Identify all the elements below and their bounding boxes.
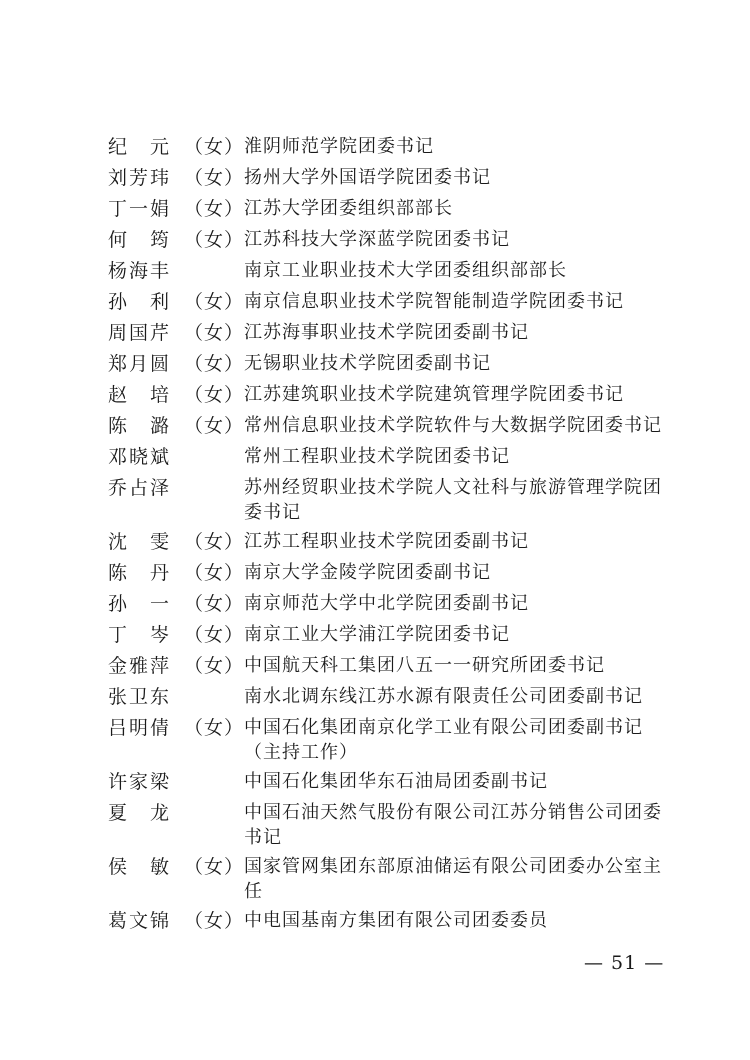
roster-row: [108, 714, 668, 765]
member-name: 丁一娟: [108, 198, 172, 220]
page-number: — 51 —: [584, 952, 665, 974]
member-name: 丁 岑: [108, 624, 172, 646]
gender-mark: （女）: [184, 198, 245, 220]
gender-mark: （女）: [184, 229, 245, 251]
roster-row: [108, 412, 668, 440]
roster-row: [108, 350, 668, 378]
member-position: 江苏工程职业技术学院团委副书记: [244, 531, 529, 552]
member-position: 南京师范大学中北学院团委副书记: [244, 593, 529, 614]
member-name: 张卫东: [108, 686, 172, 708]
member-name: 乔占泽: [108, 477, 172, 499]
gender-mark: （女）: [184, 717, 245, 739]
member-name: 孙 一: [108, 593, 172, 615]
member-name: 纪 元: [108, 136, 172, 158]
roster-row: [108, 195, 668, 223]
gender-mark: （女）: [184, 291, 245, 313]
gender-mark: （女）: [184, 167, 245, 189]
gender-mark: （女）: [184, 136, 245, 158]
member-position: 南京工业职业技术大学团委组织部部长: [244, 260, 567, 281]
member-name: 金雅萍: [108, 655, 172, 677]
roster-row: [108, 257, 668, 285]
roster-row: [108, 768, 668, 796]
roster-row: [108, 164, 668, 192]
member-position: 中国石化集团华东石油局团委副书记: [244, 771, 548, 792]
member-name: 何 筠: [108, 229, 172, 251]
roster-row: [108, 133, 668, 161]
member-name: 周国芹: [108, 322, 172, 344]
member-name: 刘芳玮: [108, 167, 172, 189]
member-position: 无锡职业技术学院团委副书记: [244, 353, 491, 374]
member-position: 中国石油天然气股份有限公司江苏分销售公司团委书记: [244, 802, 662, 848]
member-position: 中国航天科工集团八五一一研究所团委书记: [244, 655, 605, 676]
member-name: 葛文锦: [108, 910, 172, 932]
gender-mark: （女）: [184, 624, 245, 646]
member-name: 孙 利: [108, 291, 172, 313]
gender-mark: （女）: [184, 856, 245, 878]
member-position: 苏州经贸职业技术学院人文社科与旅游管理学院团委书记: [244, 477, 662, 523]
gender-mark: （女）: [184, 655, 245, 677]
member-position: 淮阴师范学院团委书记: [244, 136, 434, 157]
member-position: 常州工程职业技术学院团委书记: [244, 446, 510, 467]
member-name: 邓晓斌: [108, 446, 172, 468]
roster-row: [108, 381, 668, 409]
roster-row: [108, 799, 668, 850]
member-position: 江苏建筑职业技术学院建筑管理学院团委书记: [244, 384, 624, 405]
member-name: 赵 培: [108, 384, 172, 406]
roster-row: [108, 226, 668, 254]
member-name: 吕明倩: [108, 717, 172, 739]
member-position: 南京工业大学浦江学院团委书记: [244, 624, 510, 645]
gender-mark: （女）: [184, 593, 245, 615]
roster-row: [108, 652, 668, 680]
member-position: 中国石化集团南京化学工业有限公司团委副书记（主持工作）: [244, 717, 643, 763]
member-position: 国家管网集团东部原油储运有限公司团委办公室主任: [244, 856, 662, 902]
roster-row: [108, 288, 668, 316]
member-position: 南水北调东线江苏水源有限责任公司团委副书记: [244, 686, 643, 707]
gender-mark: （女）: [184, 415, 245, 437]
member-name: 沈 雯: [108, 531, 172, 553]
member-name: 侯 敏: [108, 856, 172, 878]
gender-mark: （女）: [184, 562, 245, 584]
roster-row: [108, 621, 668, 649]
member-name: 夏 龙: [108, 802, 172, 824]
member-name: 陈 潞: [108, 415, 172, 437]
member-position: 常州信息职业技术学院软件与大数据学院团委书记: [244, 415, 662, 436]
gender-mark: （女）: [184, 531, 245, 553]
roster-list: [108, 133, 668, 938]
roster-row: [108, 853, 668, 904]
member-position: 中电国基南方集团有限公司团委委员: [244, 910, 548, 931]
gender-mark: （女）: [184, 384, 245, 406]
member-position: 南京大学金陵学院团委副书记: [244, 562, 491, 583]
roster-row: [108, 474, 668, 525]
roster-row: [108, 683, 668, 711]
member-position: 南京信息职业技术学院智能制造学院团委书记: [244, 291, 624, 312]
member-position: 江苏大学团委组织部部长: [244, 198, 453, 219]
member-name: 杨海丰: [108, 260, 172, 282]
gender-mark: （女）: [184, 353, 245, 375]
roster-row: [108, 559, 668, 587]
roster-row: [108, 907, 668, 935]
member-name: 陈 丹: [108, 562, 172, 584]
member-name: 郑月圆: [108, 353, 172, 375]
gender-mark: （女）: [184, 322, 245, 344]
roster-row: [108, 590, 668, 618]
roster-row: [108, 528, 668, 556]
roster-row: [108, 319, 668, 347]
member-position: 江苏科技大学深蓝学院团委书记: [244, 229, 510, 250]
member-name: 许家梁: [108, 771, 172, 793]
member-position: 江苏海事职业技术学院团委副书记: [244, 322, 529, 343]
gender-mark: （女）: [184, 910, 245, 932]
roster-row: [108, 443, 668, 471]
member-position: 扬州大学外国语学院团委书记: [244, 167, 491, 188]
